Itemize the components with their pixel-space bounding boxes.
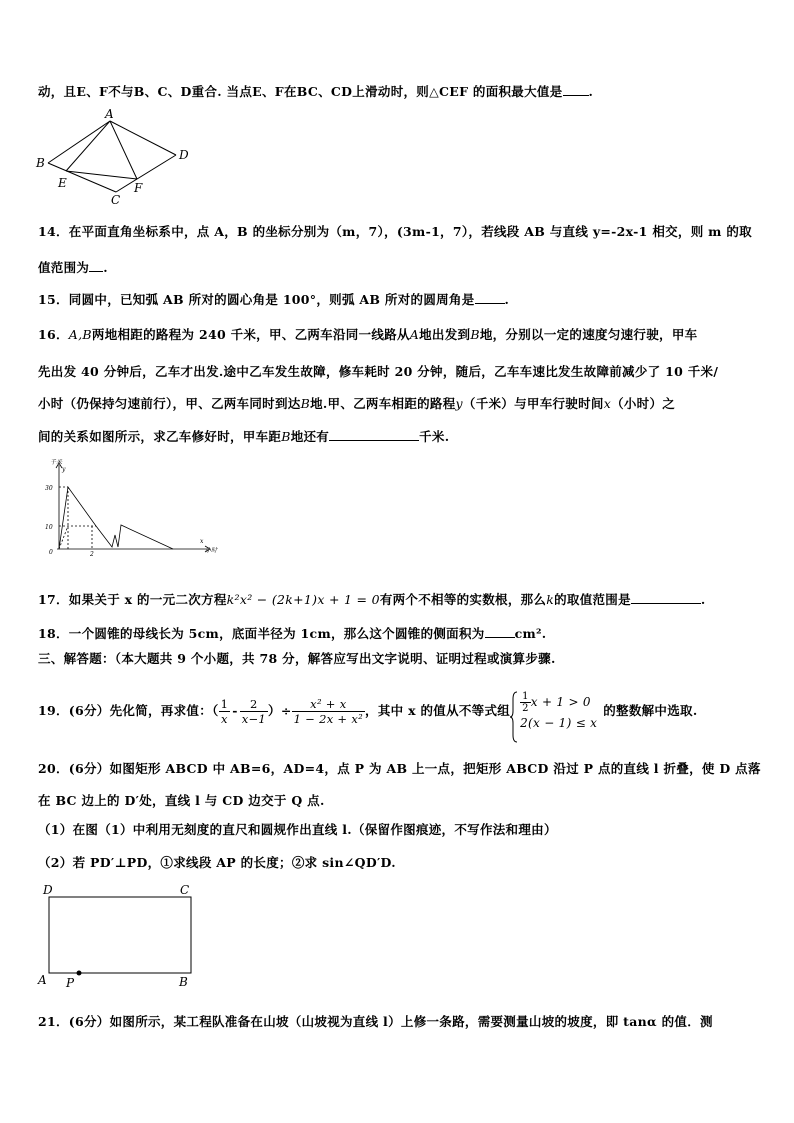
q16-answer-blank[interactable] [329, 428, 419, 441]
q16-l3-a: 小时（仍保持匀速前行），甲、乙两车同时到达 [38, 396, 301, 411]
q19-f1-num: 1 [220, 696, 229, 711]
q16-line3 [38, 396, 675, 412]
q16-l3-b: 地.甲、乙两车相距的路程 [310, 396, 456, 411]
tick-2: 2 [90, 551, 94, 557]
q13-end: . [588, 84, 594, 99]
q15-text [38, 291, 509, 308]
q17-prefix: 17．如果关于 x 的一元二次方程 [38, 592, 227, 607]
q19-ineq1-num: 1 [522, 690, 529, 702]
q19-frac-2 [240, 697, 268, 726]
q15-end: . [504, 292, 510, 307]
label-a: A [38, 973, 47, 987]
q16-var-ab: A,B [68, 327, 92, 342]
q18-statement: 18．一个圆锥的母线长为 5cm，底面半径为 1cm，那么这个圆锥的侧面积为 [38, 626, 485, 641]
q16-graph [40, 457, 230, 557]
q13-statement: 动，且E、F不与B、C、D重合. 当点E、F在BC、CD上滑动时，则△CEF 的面积最大值是 [38, 84, 563, 99]
q19-f2-den: x−1 [241, 711, 267, 726]
q19-ineq2: 2(x − 1) ≤ x [520, 715, 598, 730]
q19-f3-den: 1 − 2x + x² [293, 711, 364, 726]
label-d: D [43, 883, 53, 897]
q16-l4-b: 地还有 [290, 429, 330, 444]
q14-prefix: 值范围为 [38, 260, 90, 275]
q16-number: 16． [38, 327, 69, 342]
y-var-label: y [62, 466, 66, 473]
q16-l4-var-b: B [281, 429, 291, 444]
q19-end: 的整数解中选取. [603, 703, 698, 718]
q16-line4 [38, 428, 449, 445]
q15-answer-blank[interactable] [475, 291, 505, 304]
label-b: B [36, 156, 45, 170]
label-f: F [134, 181, 143, 195]
q17-text [38, 591, 706, 608]
q19-prefix: 19．(6分）先化简，再求值：（ [38, 703, 219, 718]
q16-l3-var-y: y [455, 396, 463, 411]
q14-end: . [103, 260, 108, 275]
q20-figure [36, 880, 206, 990]
q17-var-k: k [546, 592, 555, 607]
q19-ineq1-den: 2 [522, 702, 529, 714]
q17-end: . [700, 592, 706, 607]
edge-cd [116, 155, 176, 192]
q19-f3-num: x² + x [292, 697, 365, 712]
q16-l4-a: 间的关系如图所示，求乙车修好时，甲车距 [38, 429, 282, 444]
q16-l3-var-x: x [603, 396, 612, 411]
label-p: P [66, 976, 75, 990]
q20-line1: 20．(6分）如图矩形 ABCD 中 AB=6，AD=4，点 P 为 AB 上一点，把矩形 ABCD 沿过 P 点的直线 l 折叠，使 D 点落 [38, 761, 761, 776]
q18-unit: cm² [514, 626, 542, 641]
q14-line2 [38, 259, 108, 276]
q16-line1 [38, 327, 697, 343]
label-d: D [179, 148, 189, 162]
q14-line1: 14．在平面直角坐标系中，点 A，B 的坐标分别为（m，7），(3m-1，7），若线段 AB 与直线 y=-2x-1 相交，则 m 的取 [38, 224, 752, 239]
q19-f1-den: x [220, 711, 228, 726]
q16-text-c: 地，分别以一定的速度匀速行驶，甲车 [479, 327, 698, 342]
q20-line2: 在 BC 边上的 D′处，直线 l 与 CD 边交于 Q 点. [38, 793, 325, 808]
q13-answer-blank[interactable] [563, 83, 589, 96]
q14-answer-blank[interactable] [89, 259, 103, 272]
q17-mid: 有两个不相等的实数根，那么 [379, 592, 547, 607]
q21-line1: 21．(6分）如图所示，某工程队准备在山坡（山坡视为直线 l）上修一条路，需要测量山坡的坡度，即 tanα 的值．测 [38, 1014, 713, 1029]
label-a: A [105, 107, 114, 121]
q16-l3-c: （千米）与甲车行驶时间 [462, 396, 604, 411]
label-c: C [180, 883, 190, 897]
q13-figure [30, 105, 200, 205]
q17-post: 的取值范围是 [554, 592, 631, 607]
q19-frac-1 [219, 697, 231, 726]
q13-text [38, 83, 593, 100]
q18-answer-blank[interactable] [485, 625, 515, 638]
q18-end: . [541, 626, 547, 641]
label-e: E [58, 176, 67, 190]
q16-l3-var-b: B [300, 396, 311, 411]
q17-equation: k²x² − (2k+1)x + 1 = 0 [226, 592, 380, 607]
origin-label: 0 [49, 549, 53, 556]
q20-line4: （2）若 PD′⊥PD，①求线段 AP 的长度；②求 sin∠QD′D. [38, 855, 396, 870]
distance-polyline [59, 487, 173, 549]
q16-line2: 先出发 40 分钟后，乙车才出发.途中乙车发生故障，修车耗时 20 分钟，随后，乙车车速比发生故障前减少了 10 千米/ [38, 364, 719, 379]
tick-30: 30 [45, 485, 53, 492]
y-unit-label: 千米 [50, 459, 63, 466]
x-unit-label: 小时 [205, 547, 218, 554]
q17-answer-blank[interactable] [631, 591, 701, 604]
x-var-label: x [200, 538, 204, 545]
q20-line3: （1）在图（1）中利用无刻度的直尺和圆规作出直线 l.（保留作图痕迹，不写作法和理由） [38, 822, 557, 837]
q16-text-a: 两地相距的路程为 240 千米，甲、乙两车沿同一线路从 [91, 327, 410, 342]
q19-frac-3 [292, 697, 365, 726]
rectangle-abcd [49, 897, 191, 973]
edge-ad [110, 121, 176, 155]
label-c: C [111, 193, 121, 205]
q16-var-a: A [409, 327, 420, 342]
q15-statement: 15．同圆中，已知弧 AB 所对的圆心角是 100°，则弧 AB 所对的圆周角是 [38, 292, 475, 307]
q16-l4-c: 千米. [419, 429, 450, 444]
brace-icon [510, 691, 518, 743]
q19-post: ，其中 x 的值从不等式组 [365, 703, 511, 718]
q19-inequality-system [510, 691, 597, 732]
section3-heading: 三、解答题：（本大题共 9 个小题，共 78 分，解答应写出文字说明、证明过程或演算步骤. [38, 651, 556, 666]
q19-text [38, 683, 698, 739]
label-b: B [179, 975, 188, 989]
q19-f2-num: 2 [240, 697, 268, 712]
q19-mid: ）÷ [268, 703, 292, 718]
q16-var-b: B [470, 327, 480, 342]
point-p [77, 971, 82, 976]
tick-10: 10 [45, 524, 53, 531]
q16-l3-d: （小时）之 [611, 396, 676, 411]
q19-ineq1-rest: x + 1 > 0 [530, 694, 591, 709]
segment-af [110, 121, 137, 179]
q18-text [38, 625, 546, 642]
q16-text-b: 地出发到 [419, 327, 471, 342]
q19-minus: - [232, 703, 238, 718]
q19-ineq1-frac [520, 691, 531, 714]
